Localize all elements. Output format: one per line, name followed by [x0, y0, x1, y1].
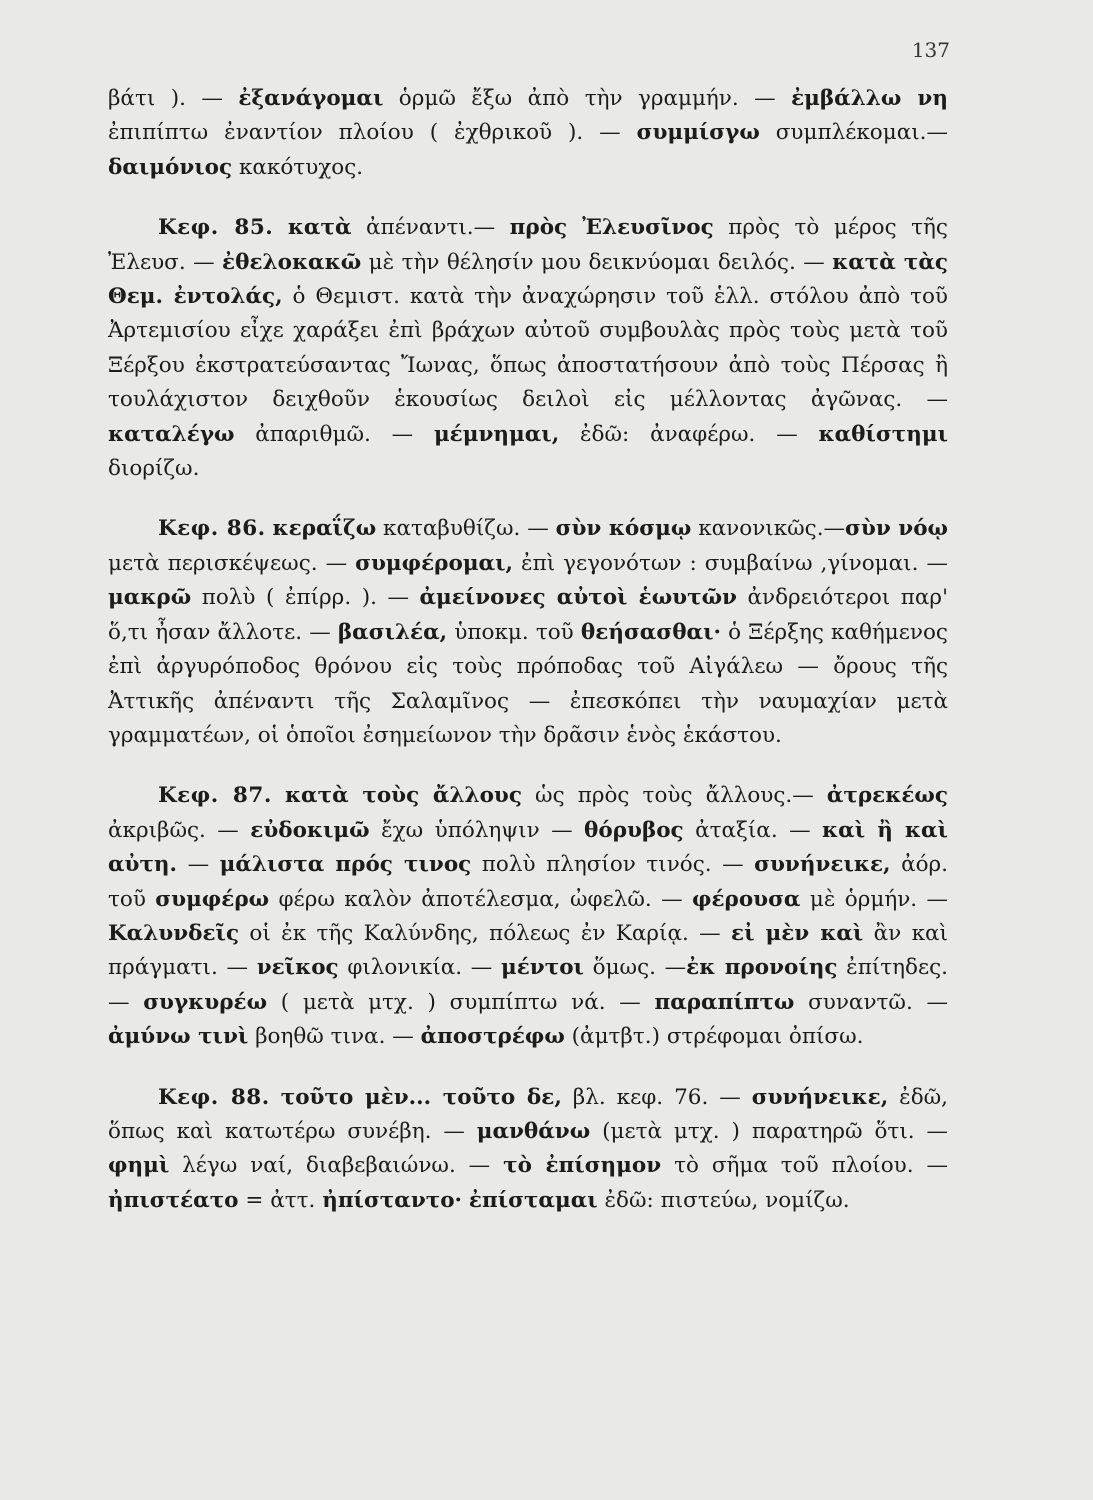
glossary-term: συγκυρέω — [143, 989, 268, 1015]
gloss-text: μὲ τὴν θέλησίν μου δεικνύομαι δειλός. — — [361, 249, 833, 275]
glossary-term: συνήνεικε, — [754, 852, 891, 878]
gloss-text: ἐδῶ: πιστεύω, νομίζω. — [597, 1187, 850, 1213]
chapter-heading: Κεφ. 88. — [158, 1084, 270, 1110]
glossary-term: ἐκ προνοίης — [686, 955, 838, 981]
glossary-term: μέμνημαι, — [433, 421, 560, 447]
glossary-term: ἀμύνω τινὶ — [108, 1024, 249, 1050]
gloss-text: ἀόρ. τοῦ — [108, 852, 949, 912]
gloss-text: ἀνδρειότεροι παρ' ὅ,τι ἦσαν ἄλλοτε. — — [108, 585, 948, 645]
glossary-term: καθίστημι — [818, 421, 948, 447]
gloss-text: ἐδῶ: ἀναφέρω. — — [559, 421, 819, 447]
glossary-term: βασιλέα, — [337, 619, 448, 645]
glossary-term: πρὸς Ἐλευσῖνος — [509, 215, 714, 241]
glossary-term: καταλέγω — [108, 421, 235, 447]
gloss-text: ἀκριβῶς. — — [108, 817, 251, 843]
glossary-term: μάλιστα πρός τινος — [219, 852, 472, 878]
glossary-term: μακρῶ — [108, 585, 192, 611]
gloss-text: ὁ Ξέρξης καθήμενος ἐπὶ ἀργυρόποδος θρόνου εἰς τοὺς πρόποδας τοῦ Αἰγάλεω — ὄρους τῆς Ἀττικῆς ἀπέναντι τῆς Σαλαμῖνος — ἐπεσκόπει τὴν ναυμαχίαν μετὰ γραμματέων, οἱ ὁποῖοι ἐσημείωνον τὴν δρᾶσιν ἑνὸς ἑκάστου. — [108, 619, 948, 748]
gloss-text: κανονικῶς.— — [691, 516, 846, 542]
glossary-term: ἐθελοκακῶ — [222, 249, 362, 275]
glossary-term: εὐδοκιμῶ — [250, 817, 370, 843]
gloss-text — [462, 1188, 469, 1213]
glossary-term: μέντοι — [501, 955, 584, 981]
glossary-term: ἐμβάλλω νη — [791, 86, 948, 111]
glossary-term: ἐπίσταμαι — [468, 1187, 598, 1213]
gloss-text: ὁρμῶ ἔξω ἀπὸ τὴν γραμμήν. — — [383, 86, 792, 111]
glossary-term: συμμίσγω — [636, 120, 760, 146]
chapter-heading: Κεφ. 87. — [158, 783, 272, 809]
glossary-term: φέρουσα — [692, 886, 801, 912]
gloss-text: ἐδῶ, ὅπως καὶ κατωτέρω συνέβη. — — [108, 1084, 949, 1144]
glossary-term: παραπίπτω — [654, 989, 795, 1015]
chapter-heading: Κεφ. 85. — [158, 215, 274, 241]
glossary-term: εἰ μὲν καὶ — [731, 920, 864, 946]
gloss-text: λέγω ναί, διαβεβαιώνω. — — [169, 1153, 504, 1179]
chapter-heading: Κεφ. 86. — [158, 516, 266, 542]
glossary-term: ἐξανάγομαι — [238, 86, 384, 111]
gloss-text: συμπλέκομαι.— — [759, 120, 949, 146]
gloss-text: οἱ ἐκ τῆς Καλύνδης, πόλεως ἐν Καρίᾳ. — — [239, 920, 732, 946]
gloss-text: φιλονικία. — — [338, 955, 501, 981]
gloss-text: = ἀττ. — [238, 1187, 323, 1213]
gloss-text: τὸ σῆμα τοῦ πλοίου. — — [661, 1153, 949, 1179]
gloss-text: πρὸς τὸ μέρος τῆς Ἐλευσ. — — [108, 215, 948, 275]
glossary-term: τὸ ἐπίσημον — [503, 1153, 662, 1179]
gloss-text — [272, 783, 285, 808]
gloss-text: μὲ ὁρμήν. — — [800, 886, 948, 912]
continuation-paragraph — [108, 82, 948, 185]
glossary-term: τοῦτο μὲν... τοῦτο δε, — [280, 1084, 562, 1110]
glossary-term: ἠπιστέατο — [108, 1187, 239, 1213]
glossary-term: ἠπίσταντο· — [322, 1187, 463, 1213]
gloss-text: διορίζω. — [108, 456, 200, 482]
gloss-text: ἂν καὶ πράγματι. — — [108, 920, 948, 981]
gloss-text: ὁ Θεμιστ. κατὰ τὴν ἀναχώρησιν τοῦ ἑλλ. στόλου ἀπὸ τοῦ Ἀρτεμισίου εἶχε χαράξει ἐπὶ βράχων αὐτοῦ συμβουλὰς πρὸς τοὺς μετὰ τοῦ Ξέρξου ἐκστρατεύσαντας Ἴωνας, ὅπως ἀποστατήσουν ἀπὸ τοὺς Πέρσας ἢ τουλάχιστον δειχθοῦν ἑκουσίως δειλοὶ εἰς μέλλοντας ἀγῶνας. — — [108, 284, 948, 413]
gloss-text: ( μετὰ μτχ. ) συμπίπτω νά. — — [267, 989, 655, 1015]
glossary-term: ἀτρεκέως — [826, 783, 948, 809]
gloss-text: ὅμως. — — [583, 955, 687, 981]
chapter-paragraph — [108, 211, 948, 486]
chapter-paragraph — [108, 779, 948, 1054]
glossary-term: θόρυβος — [584, 817, 684, 843]
glossary-term: νεῖκος — [256, 955, 339, 981]
gloss-text: βλ. κεφ. 76. — — [561, 1084, 752, 1110]
glossary-term: κατὰ τοὺς ἄλλους — [284, 783, 522, 809]
gloss-text: ὡς πρὸς τοὺς ἄλλους.— — [521, 783, 827, 809]
gloss-text: ἔχω ὑπόληψιν — — [369, 817, 585, 843]
gloss-text: ἀταξία. — — [683, 817, 823, 843]
glossary-term: συνήνεικε, — [751, 1084, 889, 1110]
gloss-text: ἀπέναντι.— — [351, 215, 510, 241]
gloss-text: κακότυχος. — [232, 154, 364, 180]
glossary-term: φημὶ — [108, 1153, 170, 1179]
glossary-term: κεραΐζω — [272, 516, 377, 542]
chapter-paragraph — [108, 1081, 948, 1219]
gloss-text — [270, 1085, 281, 1110]
gloss-text: πολὺ ( ἐπίρρ. ). — — [191, 585, 420, 611]
glossary-term: σὺν νόῳ — [845, 516, 948, 542]
gloss-text: — — [177, 852, 220, 878]
glossary-term: δαιμόνιος — [108, 154, 233, 180]
gloss-text: (ἀμτβτ.) στρέφομαι ὀπίσω. — [564, 1024, 864, 1050]
gloss-text: ὑποκμ. τοῦ — [447, 619, 581, 645]
gloss-text: φέρω καλὸν ἀποτέλεσμα, ὠφελῶ. — — [269, 886, 692, 912]
gloss-text — [266, 516, 273, 541]
gloss-text: ἐπίτηδες. — — [108, 955, 948, 1015]
glossary-term: σὺν κόσμῳ — [555, 516, 692, 542]
gloss-text: (μετὰ μτχ. ) παρατηρῶ ὅτι. — — [590, 1118, 948, 1144]
glossary-term: μανθάνω — [476, 1118, 591, 1144]
gloss-text: βοηθῶ τινα. — — [248, 1024, 421, 1050]
chapter-paragraph — [108, 512, 948, 753]
gloss-text: συναντῶ. — — [794, 989, 948, 1015]
gloss-text: μετὰ περισκέψεως. — — [108, 550, 356, 576]
gloss-text: βάτι ). — — [108, 86, 239, 111]
glossary-term: θεήσασθαι· — [580, 619, 721, 645]
glossary-term: ἀποστρέφω — [420, 1024, 565, 1050]
page-number: 137 — [911, 38, 950, 62]
page-body — [108, 82, 948, 1218]
gloss-text: καταβυθίζω. — — [376, 516, 556, 542]
glossary-term: συμφέρομαι, — [355, 550, 513, 576]
gloss-text: ἐπὶ γεγονότων : συμβαίνω ,γίνομαι. — — [513, 550, 948, 576]
gloss-text: πολὺ πλησίον τινός. — — [471, 852, 755, 878]
glossary-term: καὶ ἢ καὶ αὐτη. — [108, 817, 948, 878]
glossary-term: κατὰ τὰς Θεμ. ἐντολάς, — [108, 249, 948, 310]
glossary-term: Καλυνδεῖς — [108, 920, 240, 946]
gloss-text: ἐπιπίπτω ἐναντίον πλοίου ( ἐχθρικοῦ ). — — [108, 120, 637, 146]
gloss-text — [273, 215, 288, 240]
glossary-term: κατὰ — [287, 215, 352, 241]
glossary-term: ἀμείνονες αὐτοὶ ἑωυτῶν — [419, 585, 737, 611]
glossary-term: συμφέρω — [155, 886, 270, 912]
gloss-text: ἀπαριθμῶ. — — [234, 421, 434, 447]
